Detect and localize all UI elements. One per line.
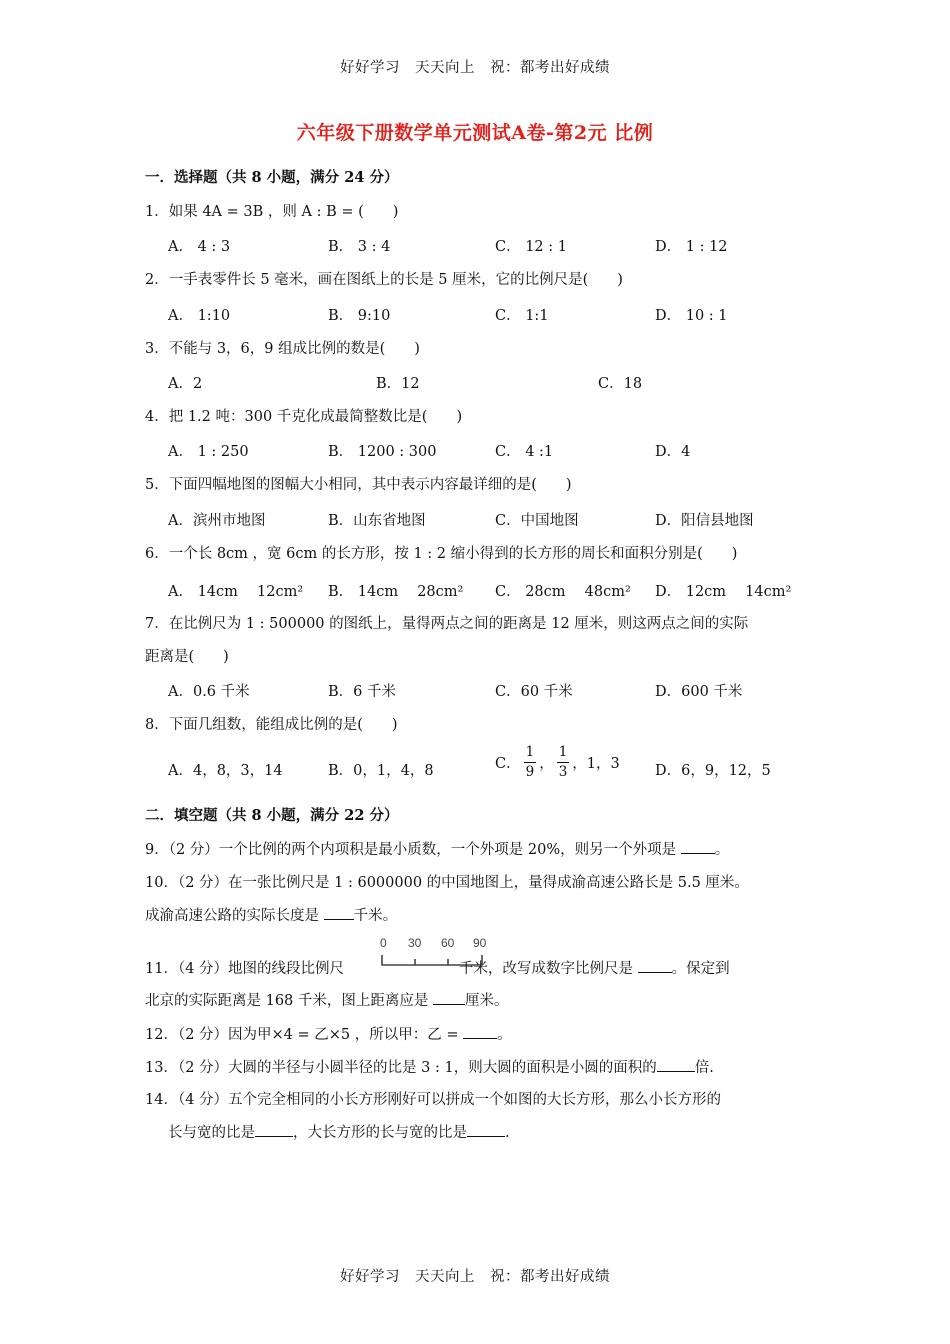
q1-option-a: A． 4 : 3 bbox=[168, 239, 231, 255]
q4-option-d: D．4 bbox=[655, 444, 691, 460]
q11-post: 。保定到 bbox=[671, 961, 730, 977]
page-footer: 好好学习 天天向上 祝：都考出好成绩 bbox=[340, 1269, 610, 1285]
fraction-one-third bbox=[557, 746, 570, 779]
question-3: 3．不能与 3，6，9 组成比例的数是( ) bbox=[145, 341, 420, 357]
q5-option-b: B．山东省地图 bbox=[328, 513, 426, 529]
page-title: 六年级下册数学单元测试A卷-第2元 比例 bbox=[296, 122, 654, 144]
answer-blank[interactable] bbox=[681, 841, 715, 854]
answer-blank[interactable] bbox=[463, 1026, 497, 1039]
q14-text: 长与宽的比是 bbox=[168, 1125, 255, 1141]
q7-option-c: C．60 千米 bbox=[495, 684, 573, 700]
q8-option-b: B．0，1，4，8 bbox=[328, 763, 434, 779]
q13-end: 倍. bbox=[694, 1060, 714, 1076]
question-10-line1: 10．（2 分）在一张比例尺是 1 : 6000000 的中国地图上，量得成渝高速公路长是 5.5 厘米。 bbox=[145, 875, 749, 891]
question-9 bbox=[145, 838, 729, 859]
question-8: 8．下面几组数，能组成比例的是( ) bbox=[145, 717, 398, 733]
q9-text: 9．（2 分）一个比例的两个内项积是最小质数，一个外项是 20%，则另一个外项是 bbox=[145, 842, 681, 858]
q4-option-c: C． 4 :1 bbox=[495, 444, 554, 460]
q10-end: 千米。 bbox=[353, 908, 398, 924]
q8-option-c-label: C． bbox=[495, 756, 521, 772]
answer-blank[interactable] bbox=[255, 1124, 293, 1137]
fraction-denominator: 9 bbox=[525, 763, 535, 780]
q1-option-c: C． 12 : 1 bbox=[495, 239, 567, 255]
q14-mid: ，大长方形的长与宽的比是 bbox=[293, 1125, 467, 1141]
q6-option-b: B． 14cm 28cm² bbox=[328, 584, 464, 600]
question-14-line2 bbox=[168, 1121, 510, 1142]
answer-blank[interactable] bbox=[638, 960, 672, 973]
q11-line2-text: 北京的实际距离是 168 千米，图上距离应是 bbox=[145, 993, 434, 1009]
q4-option-b: B． 1200 : 300 bbox=[328, 444, 437, 460]
q5-option-c: C．中国地图 bbox=[495, 513, 579, 529]
question-11-line2 bbox=[145, 989, 509, 1010]
question-4: 4．把 1.2 吨：300 千克化成最简整数比是( ) bbox=[145, 409, 463, 425]
q13-text: 13．（2 分）大圆的半径与小圆半径的比是 3 : 1，则大圆的面积是小圆的面积的 bbox=[145, 1060, 657, 1076]
q7-option-a: A．0.6 千米 bbox=[168, 684, 250, 700]
q14-end: . bbox=[505, 1125, 510, 1141]
q9-end: 。 bbox=[714, 842, 730, 858]
q2-option-c: C． 1:1 bbox=[495, 308, 549, 324]
q10-text: 成渝高速公路的实际长度是 bbox=[145, 908, 324, 924]
question-2: 2．一手表零件长 5 毫米，画在图纸上的长是 5 厘米，它的比例尺是( ) bbox=[145, 272, 623, 288]
q1-option-d: D． 1 : 12 bbox=[655, 239, 728, 255]
question-10-line2 bbox=[145, 904, 397, 925]
scale-label-30: 30 bbox=[408, 936, 422, 950]
q1-option-b: B． 3 : 4 bbox=[328, 239, 391, 255]
question-6: 6．一个长 8cm ，宽 6cm 的长方形，按 1 : 2 缩小得到的长方形的周长和面积分别是( ) bbox=[145, 546, 738, 562]
question-7-line1: 7．在比例尺为 1 : 500000 的图纸上，量得两点之间的距离是 12 厘米，则这两点之间的实际 bbox=[145, 616, 749, 632]
page-header: 好好学习 天天向上 祝：都考出好成绩 bbox=[340, 60, 610, 76]
section-heading-choice: 一．选择题（共 8 小题，满分 24 分） bbox=[145, 169, 399, 186]
answer-blank[interactable] bbox=[467, 1124, 505, 1137]
scale-label-90: 90 bbox=[473, 936, 487, 950]
q6-option-d: D． 12cm 14cm² bbox=[655, 584, 792, 600]
question-7-line2: 距离是( ) bbox=[145, 649, 229, 665]
answer-blank[interactable] bbox=[433, 992, 465, 1005]
q11-mid: 千米，改写成数字比例尺是 bbox=[459, 961, 638, 977]
fraction-one-ninth bbox=[524, 746, 537, 779]
question-13 bbox=[145, 1056, 714, 1077]
answer-blank[interactable] bbox=[657, 1059, 695, 1072]
question-14-line1: 14．（4 分）五个完全相同的小长方形刚好可以拼成一个如图的大长方形，那么小长方形的 bbox=[145, 1092, 722, 1108]
q8-option-c: C． $\frac{1}{9}$ ， $\frac{1}{3}$ ，1，3 bbox=[495, 744, 620, 780]
q3-option-a: A．2 bbox=[168, 376, 203, 392]
q8-option-c-rest: ，1，3 bbox=[572, 756, 620, 772]
q4-option-a: A． 1 : 250 bbox=[168, 444, 249, 460]
q5-option-a: A．滨州市地图 bbox=[168, 513, 266, 529]
fraction-denominator: 3 bbox=[558, 763, 568, 780]
q8-option-d: D．6，9，12，5 bbox=[655, 763, 771, 779]
question-5: 5．下面四幅地图的图幅大小相同，其中表示内容最详细的是( ) bbox=[145, 477, 572, 493]
q12-end: 。 bbox=[497, 1027, 512, 1043]
fraction-numerator: 1 bbox=[557, 746, 570, 763]
q11-text: 11．（4 分）地图的线段比例尺 bbox=[145, 961, 345, 977]
q3-option-b: B．12 bbox=[376, 376, 420, 392]
question-12 bbox=[145, 1023, 512, 1044]
q6-option-c: C． 28cm 48cm² bbox=[495, 584, 631, 600]
q2-option-d: D． 10 : 1 bbox=[655, 308, 728, 324]
q11-line2-end: 厘米。 bbox=[465, 993, 509, 1009]
q7-option-d: D．600 千米 bbox=[655, 684, 743, 700]
q2-option-a: A． 1:10 bbox=[168, 308, 231, 324]
q5-option-d: D．阳信县地图 bbox=[655, 513, 754, 529]
scale-label-60: 60 bbox=[441, 936, 455, 950]
scale-label-0: 0 bbox=[380, 936, 387, 950]
section-heading-fill: 二．填空题（共 8 小题，满分 22 分） bbox=[145, 807, 399, 824]
question-11-line1 bbox=[145, 957, 730, 978]
q6-option-a: A． 14cm 12cm² bbox=[168, 584, 304, 600]
q7-option-b: B．6 千米 bbox=[328, 684, 396, 700]
q2-option-b: B． 9:10 bbox=[328, 308, 391, 324]
answer-blank[interactable] bbox=[324, 907, 354, 920]
q8-option-a: A．4，8，3，14 bbox=[168, 763, 283, 779]
q12-text: 12．（2 分）因为甲×4 = 乙×5 ，所以甲：乙 = bbox=[145, 1027, 464, 1043]
fraction-numerator: 1 bbox=[524, 746, 537, 763]
question-1: 1．如果 4A = 3B ，则 A : B = ( ) bbox=[145, 204, 399, 220]
q3-option-c: C．18 bbox=[598, 376, 643, 392]
